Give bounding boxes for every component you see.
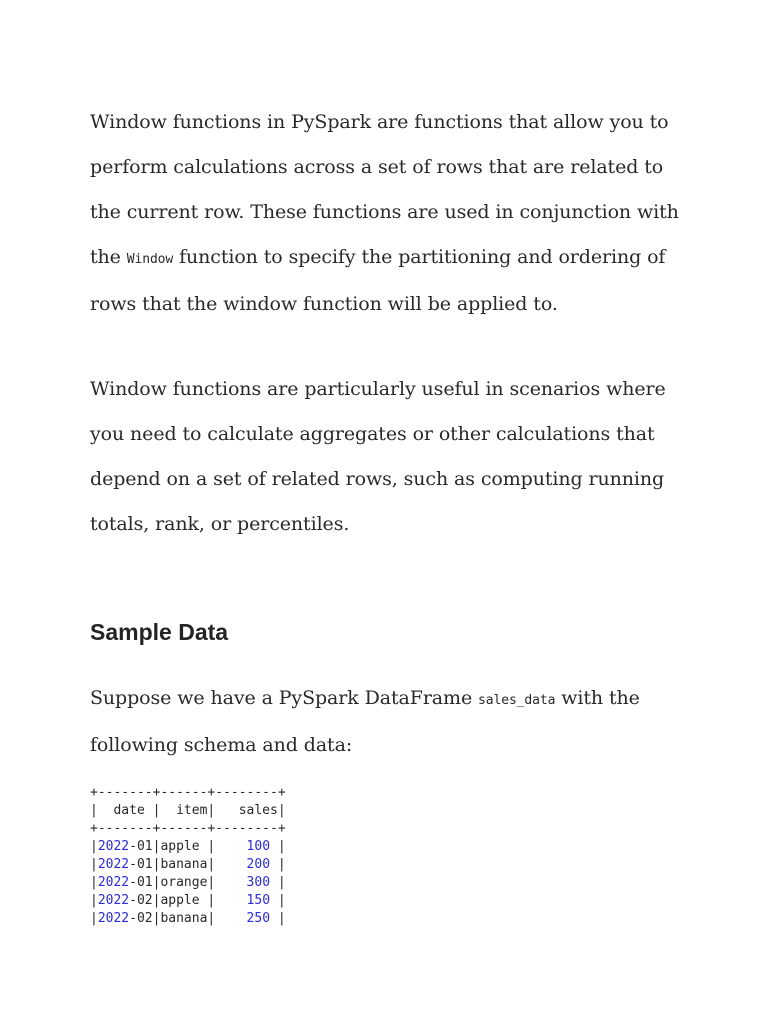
row-end: |	[270, 875, 286, 890]
row-sales: 100	[246, 839, 271, 854]
table-border-top: +-------+------+--------+	[90, 785, 286, 800]
row-rest: -02|banana|	[129, 911, 216, 926]
row-year: 2022	[97, 911, 130, 926]
row-rest: -01|banana|	[129, 857, 216, 872]
table-row: |2022-01|apple | 100 |	[90, 839, 286, 854]
usage-paragraph: Window functions are particularly useful in scenarios where you need to calculate aggregates or other calculations that depend on a set of related rows, such as computing running totals, rank, or percentiles.	[90, 378, 666, 535]
row-pad	[215, 911, 246, 926]
schema-text-start: Suppose we have a PySpark DataFrame	[90, 687, 479, 709]
row-pad	[215, 857, 246, 872]
row-pad	[215, 839, 246, 854]
row-rest: -02|apple |	[129, 893, 216, 908]
schema-text-end: with the following schema and data:	[90, 687, 640, 756]
row-end: |	[270, 839, 286, 854]
inline-code-sales-data: sales_data	[478, 693, 556, 708]
table-border-mid: +-------+------+--------+	[90, 821, 286, 836]
row-sales: 200	[246, 857, 271, 872]
row-pad	[215, 893, 246, 908]
row-year: 2022	[97, 875, 130, 890]
table-row: |2022-02|banana| 250 |	[90, 911, 286, 926]
table-row: |2022-01|banana| 200 |	[90, 857, 286, 872]
schema-paragraph	[90, 676, 690, 768]
row-rest: -01|apple |	[129, 839, 216, 854]
row-sales: 300	[246, 875, 271, 890]
table-header: | date | item| sales|	[90, 803, 286, 818]
row-pad	[215, 875, 246, 890]
row-year: 2022	[97, 839, 130, 854]
row-sales: 250	[246, 911, 271, 926]
row-sales: 150	[246, 893, 271, 908]
row-year: 2022	[97, 857, 130, 872]
row-end: |	[270, 893, 286, 908]
inline-code-window: Window	[126, 252, 174, 267]
sample-data-table	[90, 784, 286, 928]
row-end: |	[270, 911, 286, 926]
table-row: |2022-02|apple | 150 |	[90, 893, 286, 908]
intro-text-start: Window functions in PySpark are functions that allow you to perform calculations across a set of rows that are related to the current row. These functions are used in conjunction with the	[90, 111, 679, 268]
intro-paragraph	[90, 100, 690, 327]
row-year: 2022	[97, 893, 130, 908]
row-rest: -01|orange|	[129, 875, 216, 890]
intro-text-end: function to specify the partitioning and ordering of rows that the window function will be applied to.	[90, 246, 666, 315]
row-end: |	[270, 857, 286, 872]
table-row: |2022-01|orange| 300 |	[90, 875, 286, 890]
section-heading: Sample Data	[90, 619, 229, 645]
